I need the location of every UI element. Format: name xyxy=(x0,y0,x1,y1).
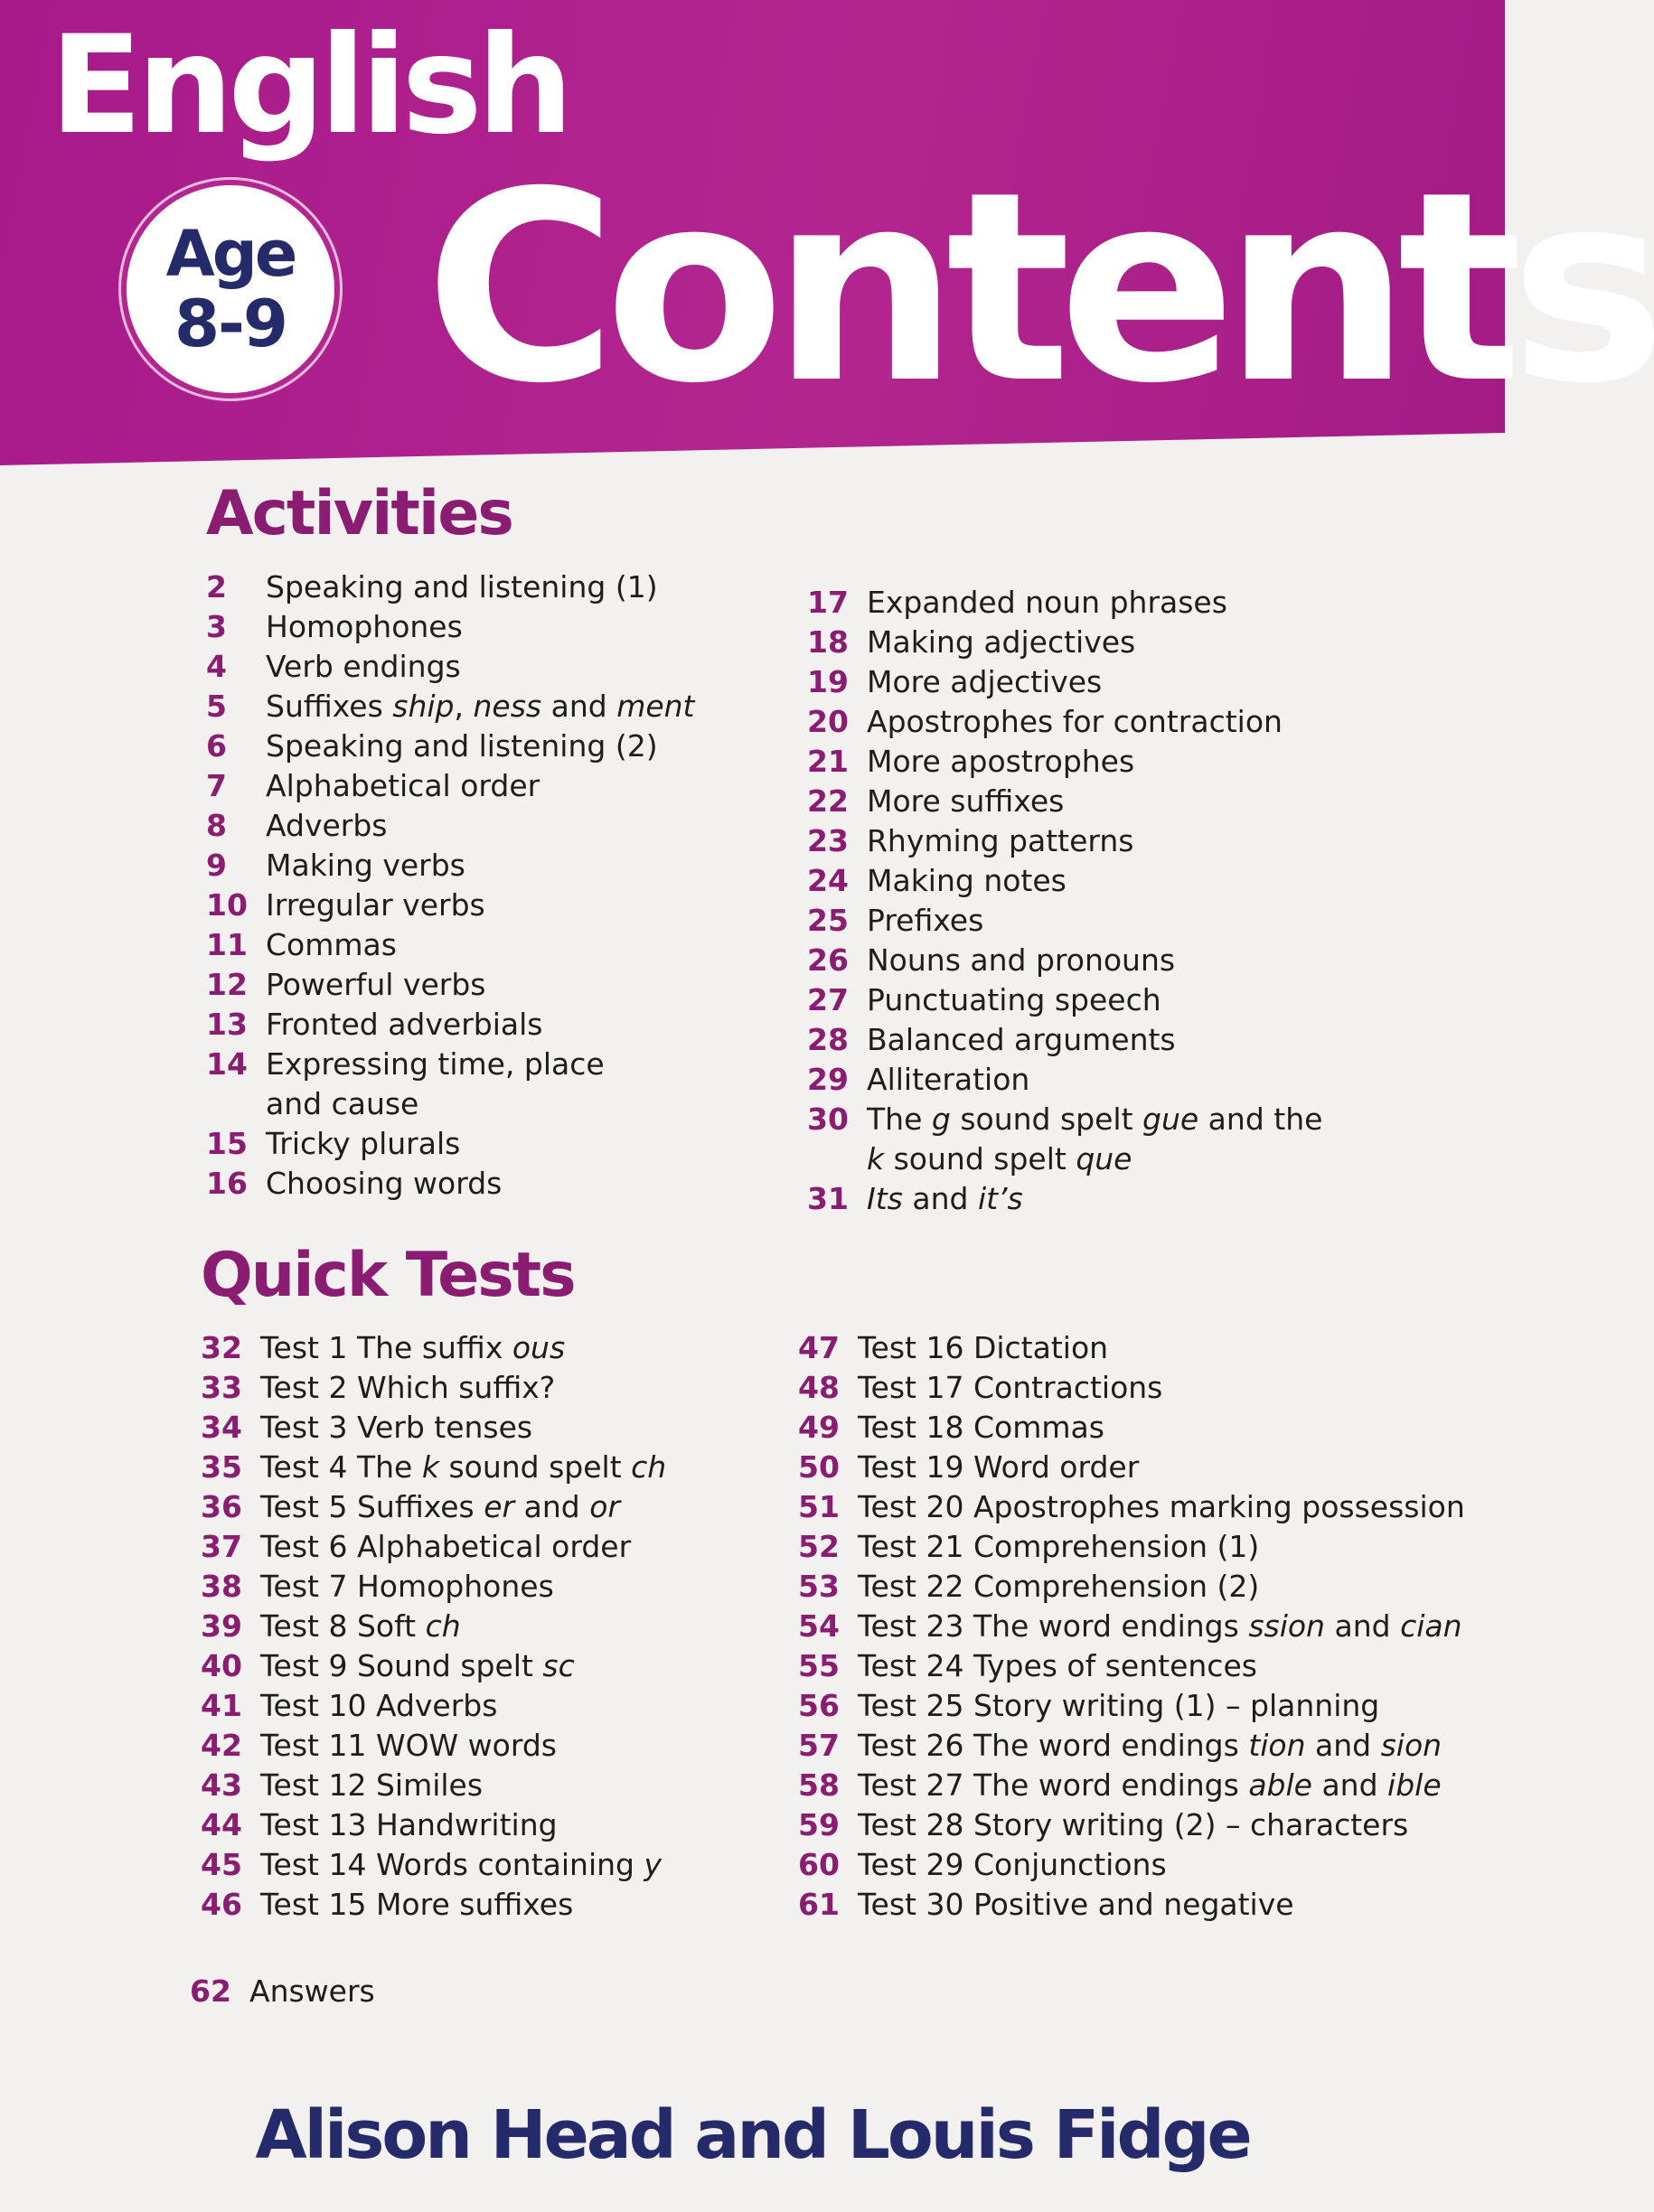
entry-page-number: 54 xyxy=(798,1608,840,1644)
contents-entry xyxy=(201,1686,797,1726)
entry-title: Test 22 Comprehension (2) xyxy=(858,1569,1260,1604)
entry-page-number: 51 xyxy=(798,1489,840,1524)
entry-page-number: 30 xyxy=(807,1101,849,1137)
activities-left-column xyxy=(206,567,803,1204)
entry-title: Apostrophes for contraction xyxy=(867,704,1283,739)
entry-title: Test 17 Contractions xyxy=(858,1370,1163,1405)
entry-page-number: 23 xyxy=(807,823,849,858)
page-title: Contents xyxy=(425,136,1654,441)
entry-page-number: 60 xyxy=(798,1847,840,1882)
entry-title: Test 26 The word endings tion and sion xyxy=(858,1728,1443,1763)
answers-entry xyxy=(190,1972,551,2011)
entry-page-number: 55 xyxy=(798,1648,840,1683)
entry-title: More apostrophes xyxy=(867,744,1135,779)
entry-title: Making verbs xyxy=(266,848,465,883)
entry-page-number: 50 xyxy=(798,1449,840,1485)
entry-page-number: 15 xyxy=(206,1126,248,1161)
contents-entry xyxy=(798,1805,1467,1845)
contents-entry xyxy=(807,1179,1367,1219)
contents-entry xyxy=(201,1885,797,1925)
contents-entry xyxy=(798,1408,1467,1448)
contents-entry xyxy=(798,1487,1467,1527)
entry-title: Making adjectives xyxy=(867,624,1136,660)
contents-entry xyxy=(201,1845,797,1885)
entry-page-number: 21 xyxy=(807,744,849,779)
entry-page-number: 28 xyxy=(807,1022,849,1057)
contents-entry xyxy=(206,1164,803,1204)
age-badge xyxy=(127,185,334,393)
contents-entry xyxy=(807,901,1367,941)
entry-title: Test 2 Which suffix? xyxy=(260,1370,556,1405)
entry-title: Test 7 Homophones xyxy=(260,1569,554,1604)
contents-entry xyxy=(807,662,1367,702)
entry-page-number: 13 xyxy=(206,1007,248,1042)
contents-entry xyxy=(798,1845,1467,1885)
entry-title: More adjectives xyxy=(867,664,1103,699)
entry-title: Balanced arguments xyxy=(867,1022,1176,1057)
entry-title: Test 1 The suffix ous xyxy=(260,1330,566,1365)
contents-entry xyxy=(206,1124,803,1164)
entry-title: Homophones xyxy=(266,609,463,644)
contents-entry xyxy=(206,647,803,687)
entry-page-number: 20 xyxy=(807,704,849,739)
entry-title: Test 4 The k sound spelt ch xyxy=(260,1449,667,1485)
contents-entry xyxy=(807,702,1367,742)
entry-page-number: 29 xyxy=(807,1062,849,1097)
entry-page-number: 61 xyxy=(798,1887,840,1922)
entry-title: Test 29 Conjunctions xyxy=(858,1847,1167,1882)
quick-tests-heading: Quick Tests xyxy=(201,1240,575,1311)
entry-page-number: 16 xyxy=(206,1166,248,1201)
entry-title: Nouns and pronouns xyxy=(867,942,1176,978)
entry-title: Adverbs xyxy=(266,808,388,843)
entry-title: The g sound spelt gue and the k sound spelt que xyxy=(867,1101,1323,1176)
entry-page-number: 5 xyxy=(206,689,227,724)
entry-title: Test 23 The word endings ssion and cian xyxy=(858,1608,1462,1644)
entry-title: Speaking and listening (2) xyxy=(266,728,658,764)
contents-entry xyxy=(798,1448,1467,1487)
contents-entry xyxy=(201,1368,797,1408)
contents-entry xyxy=(807,782,1367,821)
entry-title: Suffixes ship, ness and ment xyxy=(266,689,695,724)
entry-page-number: 35 xyxy=(201,1449,242,1485)
entry-page-number: 38 xyxy=(201,1569,242,1604)
entry-page-number: 3 xyxy=(206,609,227,644)
entry-page-number: 56 xyxy=(798,1688,840,1723)
entry-page-number: 52 xyxy=(798,1529,840,1564)
entry-title: Test 12 Similes xyxy=(260,1767,484,1803)
entry-title: Test 27 The word endings able and ible xyxy=(858,1767,1442,1803)
contents-entry xyxy=(206,1045,803,1124)
entry-page-number: 57 xyxy=(798,1728,840,1763)
authors: Alison Head and Louis Fidge xyxy=(255,2096,1250,2174)
entry-page-number: 17 xyxy=(807,585,849,620)
entry-title: Tricky plurals xyxy=(266,1126,461,1161)
entry-page-number: 11 xyxy=(206,927,248,962)
contents-entry xyxy=(807,980,1367,1020)
contents-entry xyxy=(807,861,1367,901)
entry-title: Test 13 Handwriting xyxy=(260,1807,558,1842)
entry-page-number: 43 xyxy=(201,1767,242,1803)
entry-title: Its and it’s xyxy=(867,1181,1023,1216)
contents-entry xyxy=(798,1328,1467,1368)
contents-entry xyxy=(206,806,803,846)
entry-page-number: 58 xyxy=(798,1767,840,1803)
contents-entry xyxy=(201,1527,797,1567)
entry-title: Powerful verbs xyxy=(266,967,486,1002)
entry-page-number: 59 xyxy=(798,1807,840,1842)
quick-tests-right-column xyxy=(798,1328,1467,1925)
entry-page-number: 46 xyxy=(201,1887,242,1922)
contents-entry xyxy=(798,1726,1467,1766)
entry-title: Test 21 Comprehension (1) xyxy=(858,1529,1260,1564)
quick-tests-left-column xyxy=(201,1328,797,1925)
entry-title: Verb endings xyxy=(266,649,461,684)
entry-title: Test 20 Apostrophes marking possession xyxy=(858,1489,1465,1524)
entry-title: Test 14 Words containing y xyxy=(260,1847,663,1882)
entry-page-number: 27 xyxy=(807,982,849,1017)
entry-title: Test 6 Alphabetical order xyxy=(260,1529,632,1564)
activities-heading: Activities xyxy=(206,478,512,549)
entry-title: Expanded noun phrases xyxy=(867,585,1227,620)
contents-entry xyxy=(807,821,1367,861)
entry-page-number: 25 xyxy=(807,903,849,938)
entry-page-number: 8 xyxy=(206,808,227,843)
entry-page-number: 10 xyxy=(206,887,248,923)
entry-title: Test 10 Adverbs xyxy=(260,1688,498,1723)
contents-entry xyxy=(206,846,803,886)
entry-page-number: 32 xyxy=(201,1330,242,1365)
contents-entry xyxy=(201,1726,797,1766)
brand-logo: English xyxy=(50,7,569,164)
entry-page-number: 33 xyxy=(201,1370,242,1405)
entry-page-number: 22 xyxy=(807,783,849,819)
entry-title: Answers xyxy=(249,1973,375,2009)
contents-entry xyxy=(798,1368,1467,1408)
contents-entry xyxy=(206,965,803,1005)
entry-title: Test 8 Soft ch xyxy=(260,1608,461,1644)
entry-page-number: 2 xyxy=(206,569,227,605)
entry-title: Test 5 Suffixes er and or xyxy=(260,1489,620,1524)
entry-title: Commas xyxy=(266,927,397,962)
entry-page-number: 9 xyxy=(206,848,227,883)
entry-page-number: 42 xyxy=(201,1728,242,1763)
entry-page-number: 12 xyxy=(206,967,248,1002)
entry-page-number: 49 xyxy=(798,1410,840,1445)
entry-title: Irregular verbs xyxy=(266,887,485,923)
entry-title: Speaking and listening (1) xyxy=(266,569,658,605)
contents-entry xyxy=(807,623,1367,662)
entry-title: Fronted adverbials xyxy=(266,1007,543,1042)
contents-entry xyxy=(201,1646,797,1686)
entry-page-number: 4 xyxy=(206,649,227,684)
contents-entry xyxy=(201,1766,797,1805)
contents-entry xyxy=(201,1805,797,1845)
contents-entry xyxy=(201,1567,797,1607)
entry-title: Test 11 WOW words xyxy=(260,1728,557,1763)
entry-title: Test 24 Types of sentences xyxy=(858,1648,1257,1683)
contents-entry xyxy=(807,742,1367,782)
contents-entry xyxy=(807,583,1367,623)
contents-entry xyxy=(206,1005,803,1045)
contents-entry xyxy=(206,607,803,647)
entry-page-number: 24 xyxy=(807,863,849,898)
entry-title: Making notes xyxy=(867,863,1067,898)
entry-title: Test 15 More suffixes xyxy=(260,1887,574,1922)
contents-entry xyxy=(807,941,1367,980)
entry-title: Test 9 Sound spelt sc xyxy=(260,1648,575,1683)
contents-entry xyxy=(206,886,803,925)
contents-entry xyxy=(206,726,803,766)
contents-entry xyxy=(201,1328,797,1368)
entry-page-number: 26 xyxy=(807,942,849,978)
contents-entry xyxy=(798,1607,1467,1646)
entry-page-number: 37 xyxy=(201,1529,242,1564)
entry-page-number: 36 xyxy=(201,1489,242,1524)
contents-entry xyxy=(807,1060,1367,1100)
entry-page-number: 19 xyxy=(807,664,849,699)
contents-entry xyxy=(201,1607,797,1646)
entry-page-number: 40 xyxy=(201,1648,242,1683)
entry-page-number: 34 xyxy=(201,1410,242,1445)
entry-page-number: 45 xyxy=(201,1847,242,1882)
entry-title: Choosing words xyxy=(266,1166,503,1201)
entry-title: Prefixes xyxy=(867,903,984,938)
entry-page-number: 6 xyxy=(206,728,227,764)
entry-title: Test 30 Positive and negative xyxy=(858,1887,1294,1922)
entry-page-number: 18 xyxy=(807,624,849,660)
entry-page-number: 47 xyxy=(798,1330,840,1365)
entry-page-number: 62 xyxy=(190,1973,231,2009)
entry-title: Test 3 Verb tenses xyxy=(260,1410,533,1445)
contents-entry xyxy=(807,1100,1367,1179)
contents-entry xyxy=(206,766,803,806)
entry-page-number: 44 xyxy=(201,1807,242,1842)
entry-title: Test 25 Story writing (1) – planning xyxy=(858,1688,1380,1723)
entry-page-number: 48 xyxy=(798,1370,840,1405)
contents-entry xyxy=(798,1527,1467,1567)
entry-title: Expressing time, place and cause xyxy=(266,1046,605,1121)
entry-title: Rhyming patterns xyxy=(867,823,1134,858)
contents-entry xyxy=(201,1448,797,1487)
age-badge-word: Age xyxy=(165,217,296,291)
contents-entry xyxy=(798,1686,1467,1726)
entry-title: Alphabetical order xyxy=(266,768,540,803)
contents-entry xyxy=(201,1408,797,1448)
contents-entry xyxy=(807,1020,1367,1060)
entry-title: Punctuating speech xyxy=(867,982,1161,1017)
entry-title: Test 19 Word order xyxy=(858,1449,1140,1485)
entry-title: Test 18 Commas xyxy=(858,1410,1104,1445)
contents-entry xyxy=(798,1766,1467,1805)
entry-page-number: 7 xyxy=(206,768,227,803)
contents-entry xyxy=(798,1885,1467,1925)
contents-entry xyxy=(798,1567,1467,1607)
contents-entry xyxy=(201,1487,797,1527)
entry-page-number: 39 xyxy=(201,1608,242,1644)
entry-page-number: 14 xyxy=(206,1046,248,1082)
age-badge-range: 8-9 xyxy=(174,286,287,361)
contents-entry xyxy=(206,925,803,965)
contents-entry xyxy=(798,1646,1467,1686)
contents-entry xyxy=(206,567,803,607)
contents-entry xyxy=(206,687,803,726)
entry-title: Test 28 Story writing (2) – characters xyxy=(858,1807,1409,1842)
entry-page-number: 53 xyxy=(798,1569,840,1604)
entry-title: More suffixes xyxy=(867,783,1065,819)
entry-title: Test 16 Dictation xyxy=(858,1330,1109,1365)
entry-title: Alliteration xyxy=(867,1062,1030,1097)
entry-page-number: 41 xyxy=(201,1688,242,1723)
entry-page-number: 31 xyxy=(807,1181,849,1216)
activities-right-column xyxy=(807,583,1367,1219)
